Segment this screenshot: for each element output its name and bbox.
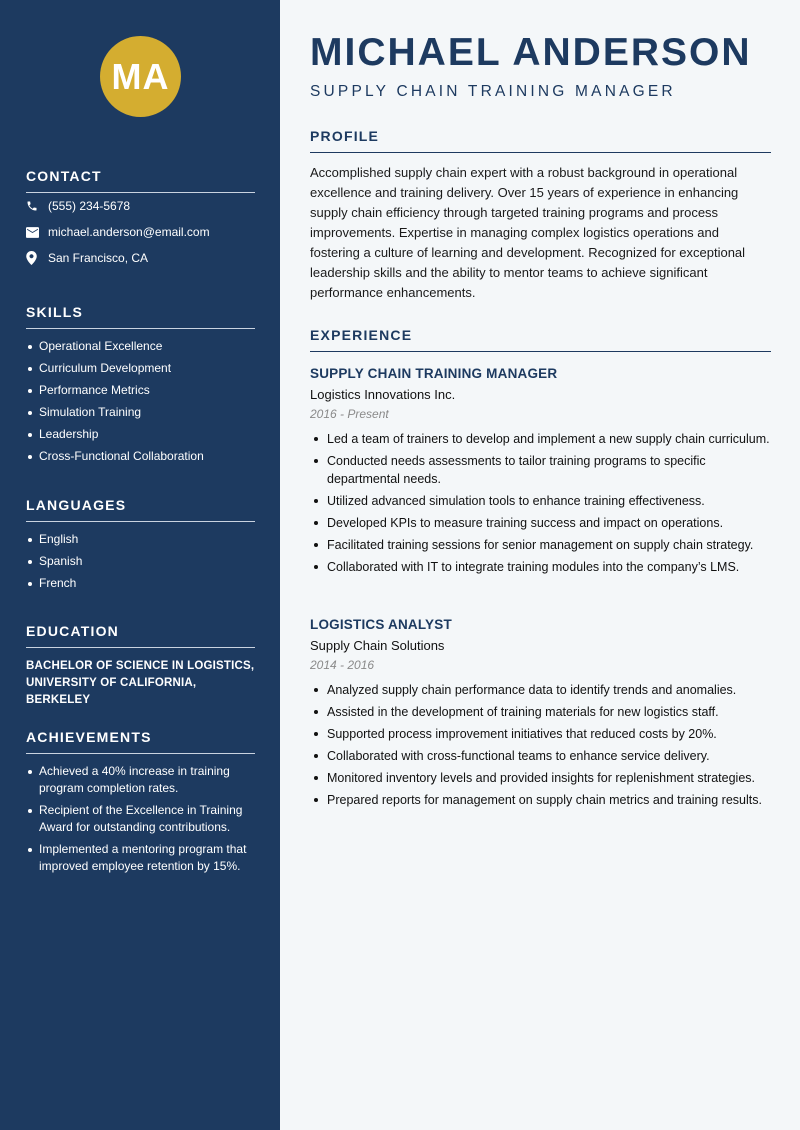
languages-section bbox=[26, 497, 255, 597]
skills-section bbox=[26, 304, 255, 470]
job-title: LOGISTICS ANALYST bbox=[310, 617, 452, 632]
job-bullet: Developed KPIs to measure training success and impact on operations. bbox=[310, 514, 771, 532]
job-bullet: Prepared reports for management on supply chain metrics and training results. bbox=[310, 791, 771, 809]
contact-location bbox=[26, 245, 255, 271]
location-text: San Francisco, CA bbox=[48, 251, 149, 265]
job-bullet: Led a team of trainers to develop and implement a new supply chain curriculum. bbox=[310, 430, 771, 448]
profile-text: Accomplished supply chain expert with a robust background in operational excellence and training delivery. Over 15 years of experience in enhancing supply chain efficiency through targeted training programs and process improvements. Expertise in managing complex logistics operations and fostering a culture of learning and development. Recognized for exceptional leadership skills and the ability to mentor teams to achieve significant performance enhancements. bbox=[310, 165, 746, 300]
candidate-name: MICHAEL ANDERSON bbox=[310, 31, 752, 74]
contact-heading: CONTACT bbox=[26, 168, 255, 193]
email-text[interactable]: michael.anderson@email.com bbox=[48, 225, 210, 239]
achievements-section bbox=[26, 729, 255, 880]
skill-item: Performance Metrics bbox=[26, 382, 255, 399]
email-icon bbox=[26, 227, 48, 238]
job-bullet: Collaborated with IT to integrate training modules into the company’s LMS. bbox=[310, 558, 771, 576]
achievement-item: Achieved a 40% increase in training program completion rates. bbox=[26, 763, 255, 797]
phone-icon bbox=[26, 200, 48, 212]
skill-item: Cross-Functional Collaboration bbox=[26, 448, 255, 465]
language-item: English bbox=[26, 531, 255, 548]
achievements-list bbox=[26, 763, 255, 875]
location-pin-icon bbox=[26, 251, 48, 265]
education-degree: BACHELOR OF SCIENCE IN LOGISTICS, UNIVERSITY OF CALIFORNIA, BERKELEY bbox=[26, 660, 255, 706]
job-bullet: Facilitated training sessions for senior management on supply chain strategy. bbox=[310, 536, 771, 554]
phone-text: (555) 234-5678 bbox=[48, 199, 131, 213]
skill-item: Operational Excellence bbox=[26, 338, 255, 355]
job-bullet: Supported process improvement initiatives that reduced costs by 20%. bbox=[310, 725, 771, 743]
job-dates: 2016 - Present bbox=[310, 407, 389, 421]
avatar: MA bbox=[100, 36, 181, 117]
job-dates: 2014 - 2016 bbox=[310, 658, 375, 672]
job-bullet: Monitored inventory levels and provided insights for replenishment strategies. bbox=[310, 769, 771, 787]
languages-heading: LANGUAGES bbox=[26, 497, 255, 522]
achievement-item: Implemented a mentoring program that improved employee retention by 15%. bbox=[26, 841, 255, 875]
skills-heading: SKILLS bbox=[26, 304, 255, 329]
job-bullet: Assisted in the development of training materials for new logistics staff. bbox=[310, 703, 771, 721]
job-bullets bbox=[310, 430, 771, 576]
job-company: Supply Chain Solutions bbox=[310, 638, 445, 653]
contact-phone bbox=[26, 193, 255, 219]
languages-list bbox=[26, 531, 255, 592]
job-bullet: Collaborated with cross-functional teams to enhance service delivery. bbox=[310, 747, 771, 765]
experience-heading: EXPERIENCE bbox=[310, 327, 771, 352]
skill-item: Curriculum Development bbox=[26, 360, 255, 377]
job-bullets bbox=[310, 681, 771, 809]
job-entry bbox=[310, 617, 771, 813]
job-bullet: Conducted needs assessments to tailor training programs to specific departmental needs. bbox=[310, 452, 771, 488]
job-bullet: Analyzed supply chain performance data to identify trends and anomalies. bbox=[310, 681, 771, 699]
language-item: French bbox=[26, 575, 255, 592]
job-company: Logistics Innovations Inc. bbox=[310, 387, 456, 402]
achievement-item: Recipient of the Excellence in Training Award for outstanding contributions. bbox=[26, 802, 255, 836]
contact-section bbox=[26, 168, 255, 271]
job-entry bbox=[310, 366, 771, 580]
skills-list bbox=[26, 338, 255, 465]
job-bullet: Utilized advanced simulation tools to enhance training effectiveness. bbox=[310, 492, 771, 510]
contact-email bbox=[26, 219, 255, 245]
achievements-heading: ACHIEVEMENTS bbox=[26, 729, 255, 754]
skill-item: Simulation Training bbox=[26, 404, 255, 421]
language-item: Spanish bbox=[26, 553, 255, 570]
education-section bbox=[26, 623, 255, 709]
candidate-title: SUPPLY CHAIN TRAINING MANAGER bbox=[310, 83, 676, 100]
education-heading: EDUCATION bbox=[26, 623, 255, 648]
profile-heading: PROFILE bbox=[310, 128, 771, 153]
skill-item: Leadership bbox=[26, 426, 255, 443]
sidebar bbox=[0, 0, 280, 1130]
job-title: SUPPLY CHAIN TRAINING MANAGER bbox=[310, 366, 558, 381]
